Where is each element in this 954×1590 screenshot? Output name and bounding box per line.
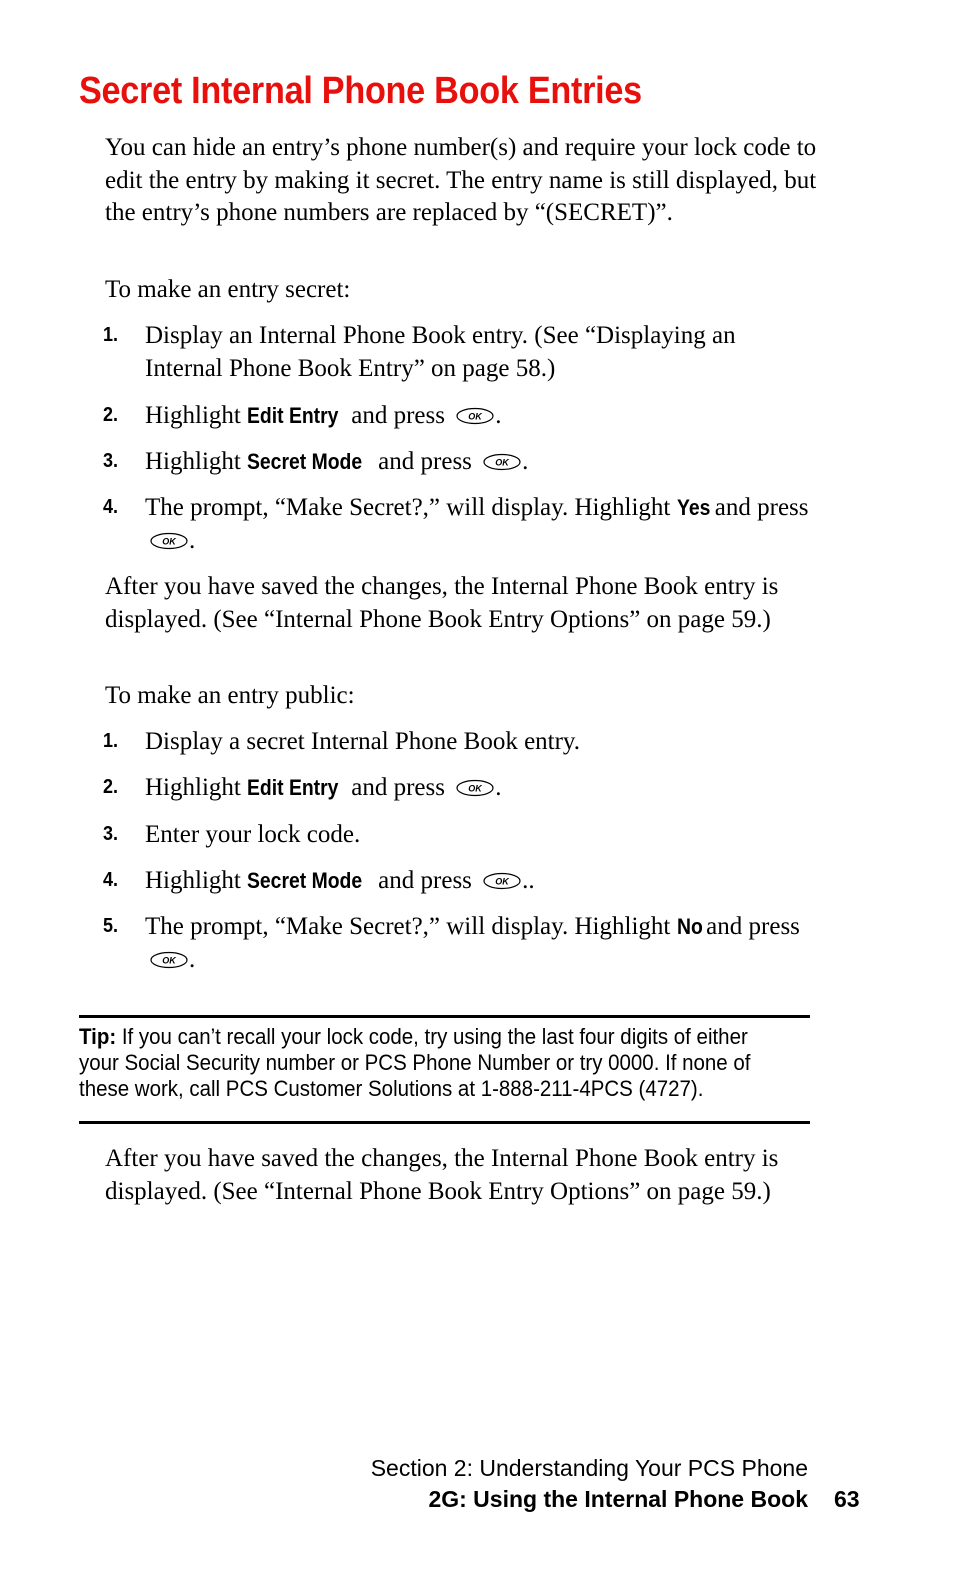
step-number: 1. bbox=[103, 730, 119, 752]
page-number: 63 bbox=[834, 1486, 860, 1512]
step-text bbox=[145, 399, 815, 432]
ok-key-icon bbox=[482, 872, 522, 890]
step-text: Display an Internal Phone Book entry. (See “Displaying an Internal Phone Book Entry” on page 58.) bbox=[145, 322, 736, 382]
step-text bbox=[145, 864, 815, 897]
intro-paragraph: You can hide an entry’s phone number(s) and require your lock code to edit the entry by making it secret. The entry name is still displayed, but the entry’s phone numbers are replaced by “(SECRET)”. bbox=[105, 134, 817, 226]
step-text bbox=[145, 910, 815, 976]
step-text-post: and press bbox=[371, 867, 479, 894]
secret-step-1 bbox=[103, 319, 823, 385]
step-text-pre: The prompt, “Make Secret?,” will display. Highlight bbox=[145, 494, 677, 521]
secret-step-4 bbox=[103, 491, 823, 557]
step-text-end: . bbox=[189, 946, 196, 973]
ui-term-yes: Yes bbox=[676, 495, 710, 520]
ok-key-icon bbox=[455, 779, 495, 797]
footer-chapter: 2G: Using the Internal Phone Book bbox=[428, 1486, 808, 1512]
step-text bbox=[145, 445, 815, 478]
page-title: Secret Internal Phone Book Entries bbox=[79, 70, 642, 112]
step-text-end: . bbox=[495, 402, 502, 429]
step-text bbox=[145, 491, 815, 557]
public-step-4 bbox=[103, 864, 823, 897]
step-text-end: . bbox=[495, 774, 502, 801]
svg-text:OK: OK bbox=[468, 411, 482, 422]
ui-term-edit-entry: Edit Entry bbox=[247, 403, 339, 428]
tip-bottom-rule bbox=[79, 1121, 810, 1124]
svg-text:OK: OK bbox=[162, 536, 176, 547]
ui-term-secret-mode: Secret Mode bbox=[247, 449, 363, 474]
ok-key-icon bbox=[149, 532, 189, 550]
step-text-pre: Highlight bbox=[145, 774, 248, 801]
ui-term-no: No bbox=[676, 914, 703, 939]
ok-key-icon bbox=[482, 453, 522, 471]
step-number: 2. bbox=[103, 404, 119, 426]
secret-step-3 bbox=[103, 445, 823, 478]
ok-key-icon bbox=[149, 951, 189, 969]
public-step-5 bbox=[103, 910, 823, 976]
step-number: 2. bbox=[103, 776, 119, 798]
step-number: 5. bbox=[103, 915, 119, 937]
svg-text:OK: OK bbox=[495, 457, 509, 468]
tip-box bbox=[79, 1024, 771, 1102]
step-text-post: and press bbox=[345, 774, 452, 801]
step-text-post: and press bbox=[708, 494, 809, 521]
public-step-1 bbox=[103, 725, 823, 758]
step-text-post: and press bbox=[699, 913, 800, 940]
step-number: 1. bbox=[103, 324, 119, 346]
step-text bbox=[145, 771, 815, 804]
step-text-pre: Highlight bbox=[145, 867, 248, 894]
after-saved-paragraph-2: After you have saved the changes, the Internal Phone Book entry is displayed. (See “Internal Phone Book Entry Options” on page 59.) bbox=[105, 1145, 779, 1205]
step-text-pre: Highlight bbox=[145, 402, 248, 429]
step-text-end: .. bbox=[522, 867, 535, 894]
step-text-post: and press bbox=[371, 448, 479, 475]
step-number: 3. bbox=[103, 450, 119, 472]
footer-section: Section 2: Understanding Your PCS Phone bbox=[370, 1455, 808, 1481]
public-step-3 bbox=[103, 818, 823, 851]
step-number: 4. bbox=[103, 869, 119, 891]
svg-text:OK: OK bbox=[468, 783, 482, 794]
svg-text:OK: OK bbox=[495, 876, 509, 887]
after-saved-paragraph-1: After you have saved the changes, the Internal Phone Book entry is displayed. (See “Internal Phone Book Entry Options” on page 59.) bbox=[105, 573, 779, 633]
step-number: 4. bbox=[103, 496, 119, 518]
ok-key-icon bbox=[455, 407, 495, 425]
ui-term-edit-entry: Edit Entry bbox=[247, 775, 339, 800]
step-text-end: . bbox=[522, 448, 529, 475]
step-number: 3. bbox=[103, 823, 119, 845]
tip-top-rule bbox=[79, 1015, 810, 1018]
secret-step-2 bbox=[103, 399, 823, 432]
step-text-pre: The prompt, “Make Secret?,” will display. Highlight bbox=[145, 913, 677, 940]
step-text: Display a secret Internal Phone Book entry. bbox=[145, 728, 581, 755]
public-step-2 bbox=[103, 771, 823, 804]
step-text-post: and press bbox=[345, 402, 452, 429]
secret-lead: To make an entry secret: bbox=[105, 276, 351, 303]
tip-text: If you can’t recall your lock code, try using the last four digits of either your Social Security number or PCS Phone Number or try 0000. If none of these work, call PCS Customer Solutions at 1-888-211-4PCS (4727). bbox=[79, 1024, 751, 1101]
step-text: Enter your lock code. bbox=[145, 821, 361, 848]
public-lead: To make an entry public: bbox=[105, 682, 355, 709]
ui-term-secret-mode: Secret Mode bbox=[247, 868, 363, 893]
step-text-end: . bbox=[189, 527, 196, 554]
tip-label: Tip: bbox=[79, 1024, 117, 1049]
svg-text:OK: OK bbox=[162, 955, 176, 966]
step-text-pre: Highlight bbox=[145, 448, 248, 475]
